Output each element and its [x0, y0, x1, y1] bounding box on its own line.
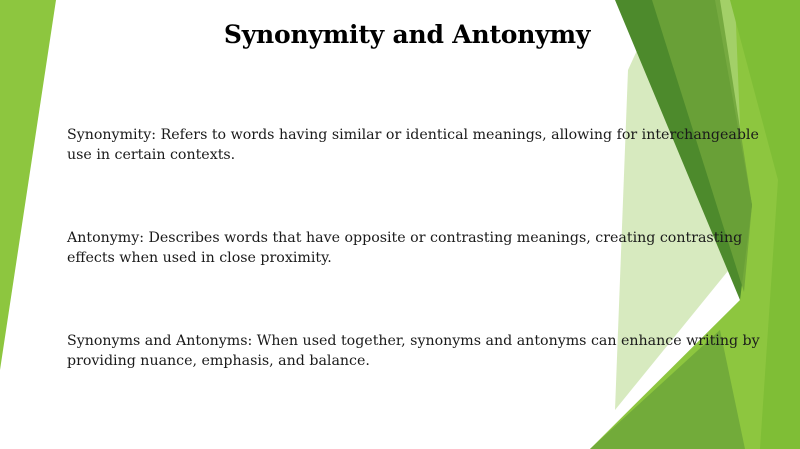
paragraph-synonyms-and-antonyms: Synonyms and Antonyms: When used together, synonyms and antonyms can enhance writing by providing nuance, emphasis, and balance.	[67, 333, 760, 369]
paragraph-synonymity: Synonymity: Refers to words having similar or identical meanings, allowing for interchangeable use in certain contexts.	[67, 127, 759, 163]
left-green-shape	[0, 0, 56, 370]
paragraph-antonymy: Antonymy: Describes words that have opposite or contrasting meanings, creating contrasting effects when used in close proximity.	[67, 230, 743, 266]
slide-title: Synonymity and Antonymy	[223, 20, 591, 49]
